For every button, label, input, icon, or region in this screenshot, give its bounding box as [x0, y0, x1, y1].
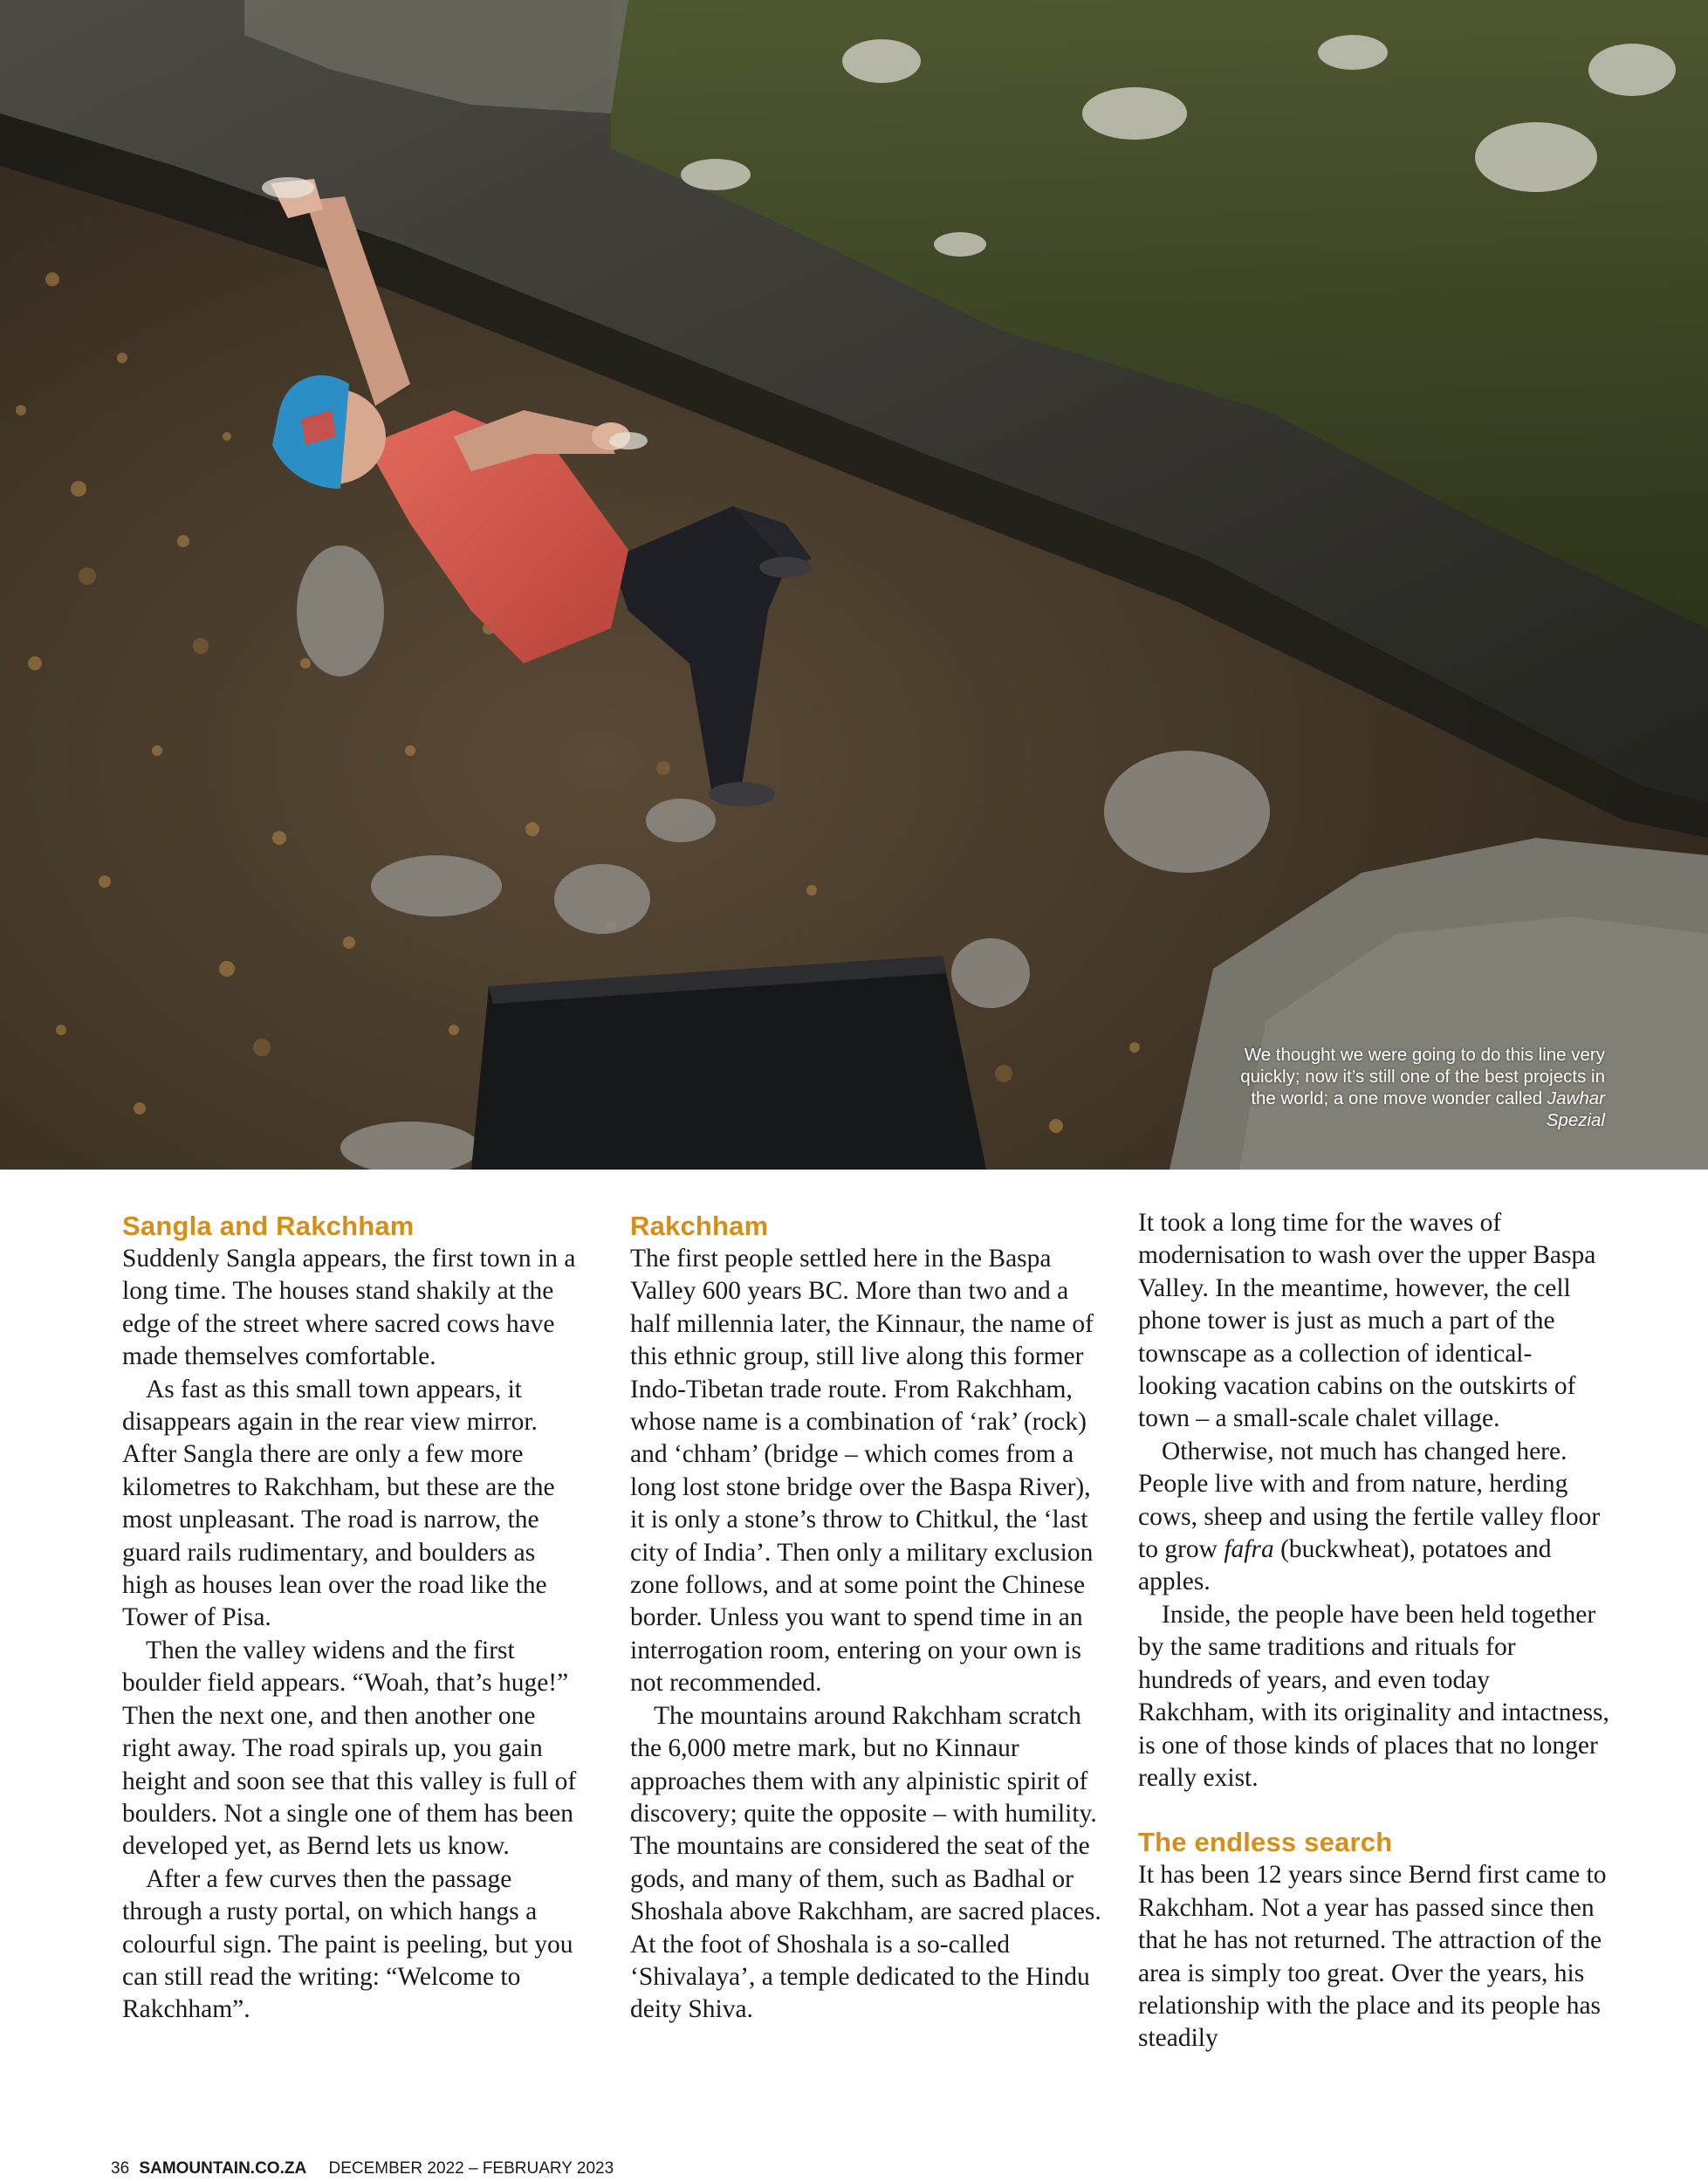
paragraph: The mountains around Rakchham scratch the 6,000 metre mark, but no Kinnaur approaches them with any alpinistic spirit of discovery; quite the opposite – with humility. The mountains are considered the seat of the gods, and many of them, such as Badhal or Shoshala above Rakchham, are sacred places. At the foot of Shoshala is a so-called ‘Shivalaya’, a temple dedicated to the Hindu deity Shiva. — [630, 1701, 1101, 2024]
paragraph — [1138, 1436, 1609, 1599]
article-column-3 — [1138, 1207, 1609, 2055]
caption-route-name: Jawhar Spezial — [1546, 1088, 1605, 1130]
site-name — [139, 2159, 306, 2178]
paragraph: The first people settled here in the Baspa Valley 600 years BC. More than two and a half millennia later, the Kinnaur, the name of this ethnic group, still live along this former Indo-Tibetan trade route. From Rakchham, whose name is a combination of ‘rak’ (rock) and ‘chham’ (bridge – which comes from a long lost stone bridge over the Baspa River), it is only a stone’s throw to Chitkul, the ‘last city of India’. Then only a military exclusion zone follows, and at some point the Chinese border. Unless you want to spend time in an interrogation room, entering on your own is not recommended. — [630, 1245, 1094, 1698]
article-column-1 — [122, 1211, 586, 2027]
issue-date: DECEMBER 2022 – FEBRUARY 2023 — [328, 2159, 614, 2178]
section-heading-sangla: Sangla and Rakchham — [122, 1211, 415, 1241]
site-name-prefix: SA — [139, 2159, 162, 2178]
page-number: 36 — [111, 2159, 130, 2178]
article-column-2 — [630, 1211, 1101, 2027]
page-footer — [111, 2159, 614, 2179]
paragraph-italic-term: fafra — [1224, 1535, 1274, 1564]
paragraph: After a few curves then the passage through a rusty portal, on which hangs a colourful sign. The paint is peeling, but you can still read the writing: “Welcome to Rakchham”. — [122, 1864, 573, 2024]
paragraph: As fast as this small town appears, it disappears again in the rear view mirror. After Sangla there are only a few more kilometres to Rakchham, but these are the most unpleasant. The road is narrow, the guard rails rudimentary, and boulders as high as houses lean over the road like the Tower of Pisa. — [122, 1375, 555, 1632]
paragraph: Inside, the people have been held together by the same traditions and rituals for hundreds of years, and even today Rakchham, with its originality and intactness, is one of those kinds of places that no longer really exist. — [1138, 1600, 1609, 1792]
photo-caption — [1221, 1044, 1605, 1131]
paragraph: Suddenly Sangla appears, the first town in a long time. The houses stand shakily at the edge of the street where sacred cows have made themselves comfortable. — [122, 1245, 576, 1371]
paragraph: Then the valley widens and the first boulder field appears. “Woah, that’s huge!” Then the next one, and then another one right away. The road spirals up, you gain height and soon see that this valley is full of boulders. Not a single one of them has been developed yet, as Bernd lets us know. — [122, 1636, 577, 1861]
caption-text: We thought we were going to do this line very quickly; now it’s still one of the best projects in the world; a one move wonder called — [1240, 1045, 1605, 1108]
paragraph: It took a long time for the waves of modernisation to wash over the upper Baspa Valley. In the meantime, however, the cell phone tower is just as much a part of the townscape as a collection of identical-looking vacation cabins on the outskirts of town – a small-scale chalet village. — [1138, 1209, 1596, 1433]
paragraph: It has been 12 years since Bernd first came to Rakchham. Not a year has passed since then that he has not returned. The attraction of the area is simply too great. Over the years, his relationship with the place and its people has steadily — [1138, 1861, 1607, 2053]
paragraph-text: (buckwheat), potatoes and apples. — [1138, 1535, 1552, 1596]
paragraph-text: Otherwise, not much has changed here. People live with and from nature, herding cows, sheep and using the fertile valley floor to grow — [1138, 1437, 1601, 1564]
site-name-rest: MOUNTAIN.CO.ZA — [161, 2159, 307, 2178]
section-heading-rakchham: Rakchham — [630, 1211, 769, 1241]
section-heading-endless-search: The endless search — [1138, 1827, 1393, 1858]
